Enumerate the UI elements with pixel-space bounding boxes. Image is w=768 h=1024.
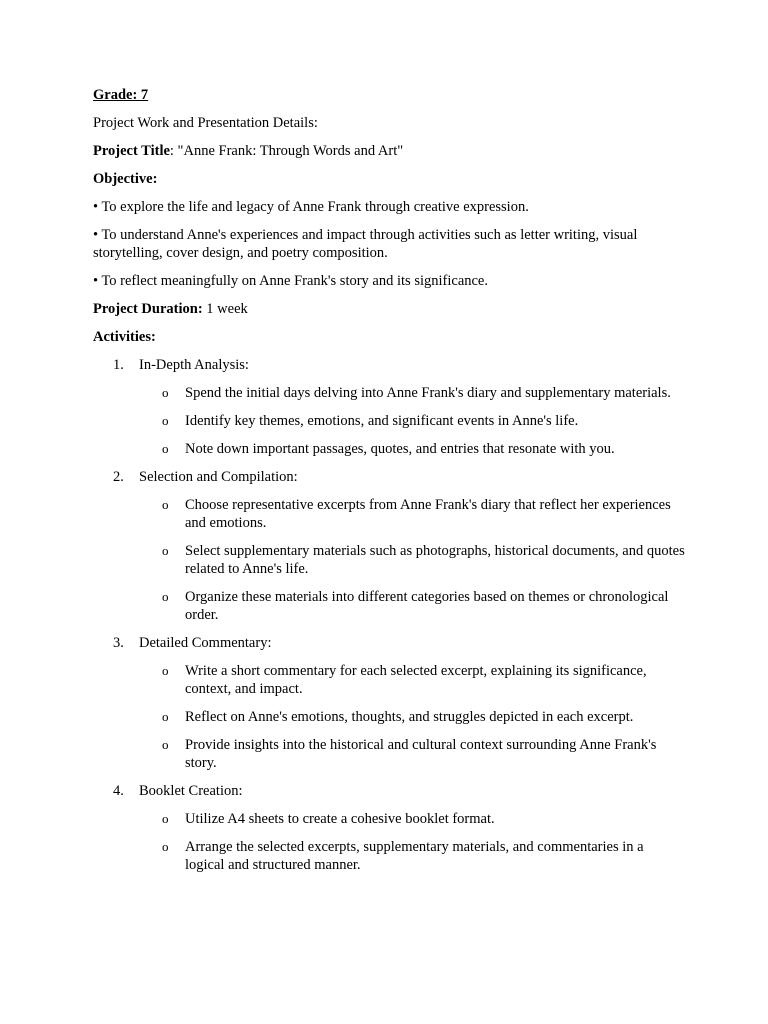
activity-number: 2. — [113, 469, 124, 485]
subitem-text: Utilize A4 sheets to create a cohesive booklet format. — [185, 811, 495, 827]
activity-sublist — [93, 810, 693, 874]
activity-item — [93, 468, 693, 486]
circle-bullet-icon: o — [162, 589, 169, 604]
activity-subitem — [93, 662, 693, 698]
activity-item — [93, 634, 693, 652]
circle-bullet-icon: o — [162, 839, 169, 854]
subitem-text: Provide insights into the historical and cultural context surrounding Anne Frank's story. — [185, 737, 657, 771]
activity-number: 4. — [113, 783, 124, 799]
activity-subitem — [93, 412, 693, 430]
subitem-text: Organize these materials into different categories based on themes or chronological order. — [185, 589, 669, 623]
activity-title: Detailed Commentary: — [139, 635, 272, 651]
duration-value: 1 week — [202, 301, 248, 317]
activity-subitem — [93, 588, 693, 624]
activity-subitem — [93, 810, 693, 828]
activity-subitem — [93, 440, 693, 458]
activity-subitem — [93, 542, 693, 578]
grade-heading: Grade: 7 — [93, 87, 149, 103]
document-page — [93, 86, 693, 884]
circle-bullet-icon: o — [162, 663, 169, 678]
activity-item — [93, 356, 693, 374]
subitem-text: Identify key themes, emotions, and significant events in Anne's life. — [185, 413, 579, 429]
activity-title: Selection and Compilation: — [139, 469, 298, 485]
activity-sublist — [93, 496, 693, 624]
activity-subitem — [93, 384, 693, 402]
circle-bullet-icon: o — [162, 737, 169, 752]
activity-title: Booklet Creation: — [139, 783, 243, 799]
subitem-text: Reflect on Anne's emotions, thoughts, and struggles depicted in each excerpt. — [185, 709, 634, 725]
circle-bullet-icon: o — [162, 441, 169, 456]
activity-subitem — [93, 736, 693, 772]
activity-sublist — [93, 384, 693, 458]
activity-title: In-Depth Analysis: — [139, 357, 249, 373]
subitem-text: Spend the initial days delving into Anne Frank's diary and supplementary materials. — [185, 385, 671, 401]
project-title-label: Project Title — [93, 143, 170, 159]
objective-bullet: • To understand Anne's experiences and impact through activities such as letter writing, visual storytelling, cover design, and poetry composition. — [93, 227, 638, 261]
activity-subitem — [93, 708, 693, 726]
subitem-text: Write a short commentary for each selected excerpt, explaining its significance, context, and impact. — [185, 663, 647, 697]
circle-bullet-icon: o — [162, 709, 169, 724]
intro-line: Project Work and Presentation Details: — [93, 115, 318, 131]
objective-bullet: • To reflect meaningfully on Anne Frank's story and its significance. — [93, 273, 488, 289]
circle-bullet-icon: o — [162, 497, 169, 512]
circle-bullet-icon: o — [162, 811, 169, 826]
subitem-text: Arrange the selected excerpts, supplementary materials, and commentaries in a logical and structured manner. — [185, 839, 644, 873]
objective-heading: Objective: — [93, 171, 158, 187]
objective-bullet: • To explore the life and legacy of Anne Frank through creative expression. — [93, 199, 529, 215]
subitem-text: Choose representative excerpts from Anne Frank's diary that reflect her experiences and emotions. — [185, 497, 671, 531]
activity-subitem — [93, 838, 693, 874]
duration-label: Project Duration: — [93, 301, 203, 317]
duration-line — [93, 300, 693, 318]
activity-number: 1. — [113, 357, 124, 373]
project-title-line — [93, 142, 693, 160]
circle-bullet-icon: o — [162, 385, 169, 400]
circle-bullet-icon: o — [162, 413, 169, 428]
activities-heading: Activities: — [93, 329, 156, 345]
project-title-value: : "Anne Frank: Through Words and Art" — [169, 143, 404, 159]
activity-subitem — [93, 496, 693, 532]
activity-sublist — [93, 662, 693, 772]
activity-item — [93, 782, 693, 800]
subitem-text: Select supplementary materials such as photographs, historical documents, and quotes related to Anne's life. — [185, 543, 685, 577]
activity-number: 3. — [113, 635, 124, 651]
subitem-text: Note down important passages, quotes, and entries that resonate with you. — [185, 441, 615, 457]
circle-bullet-icon: o — [162, 543, 169, 558]
